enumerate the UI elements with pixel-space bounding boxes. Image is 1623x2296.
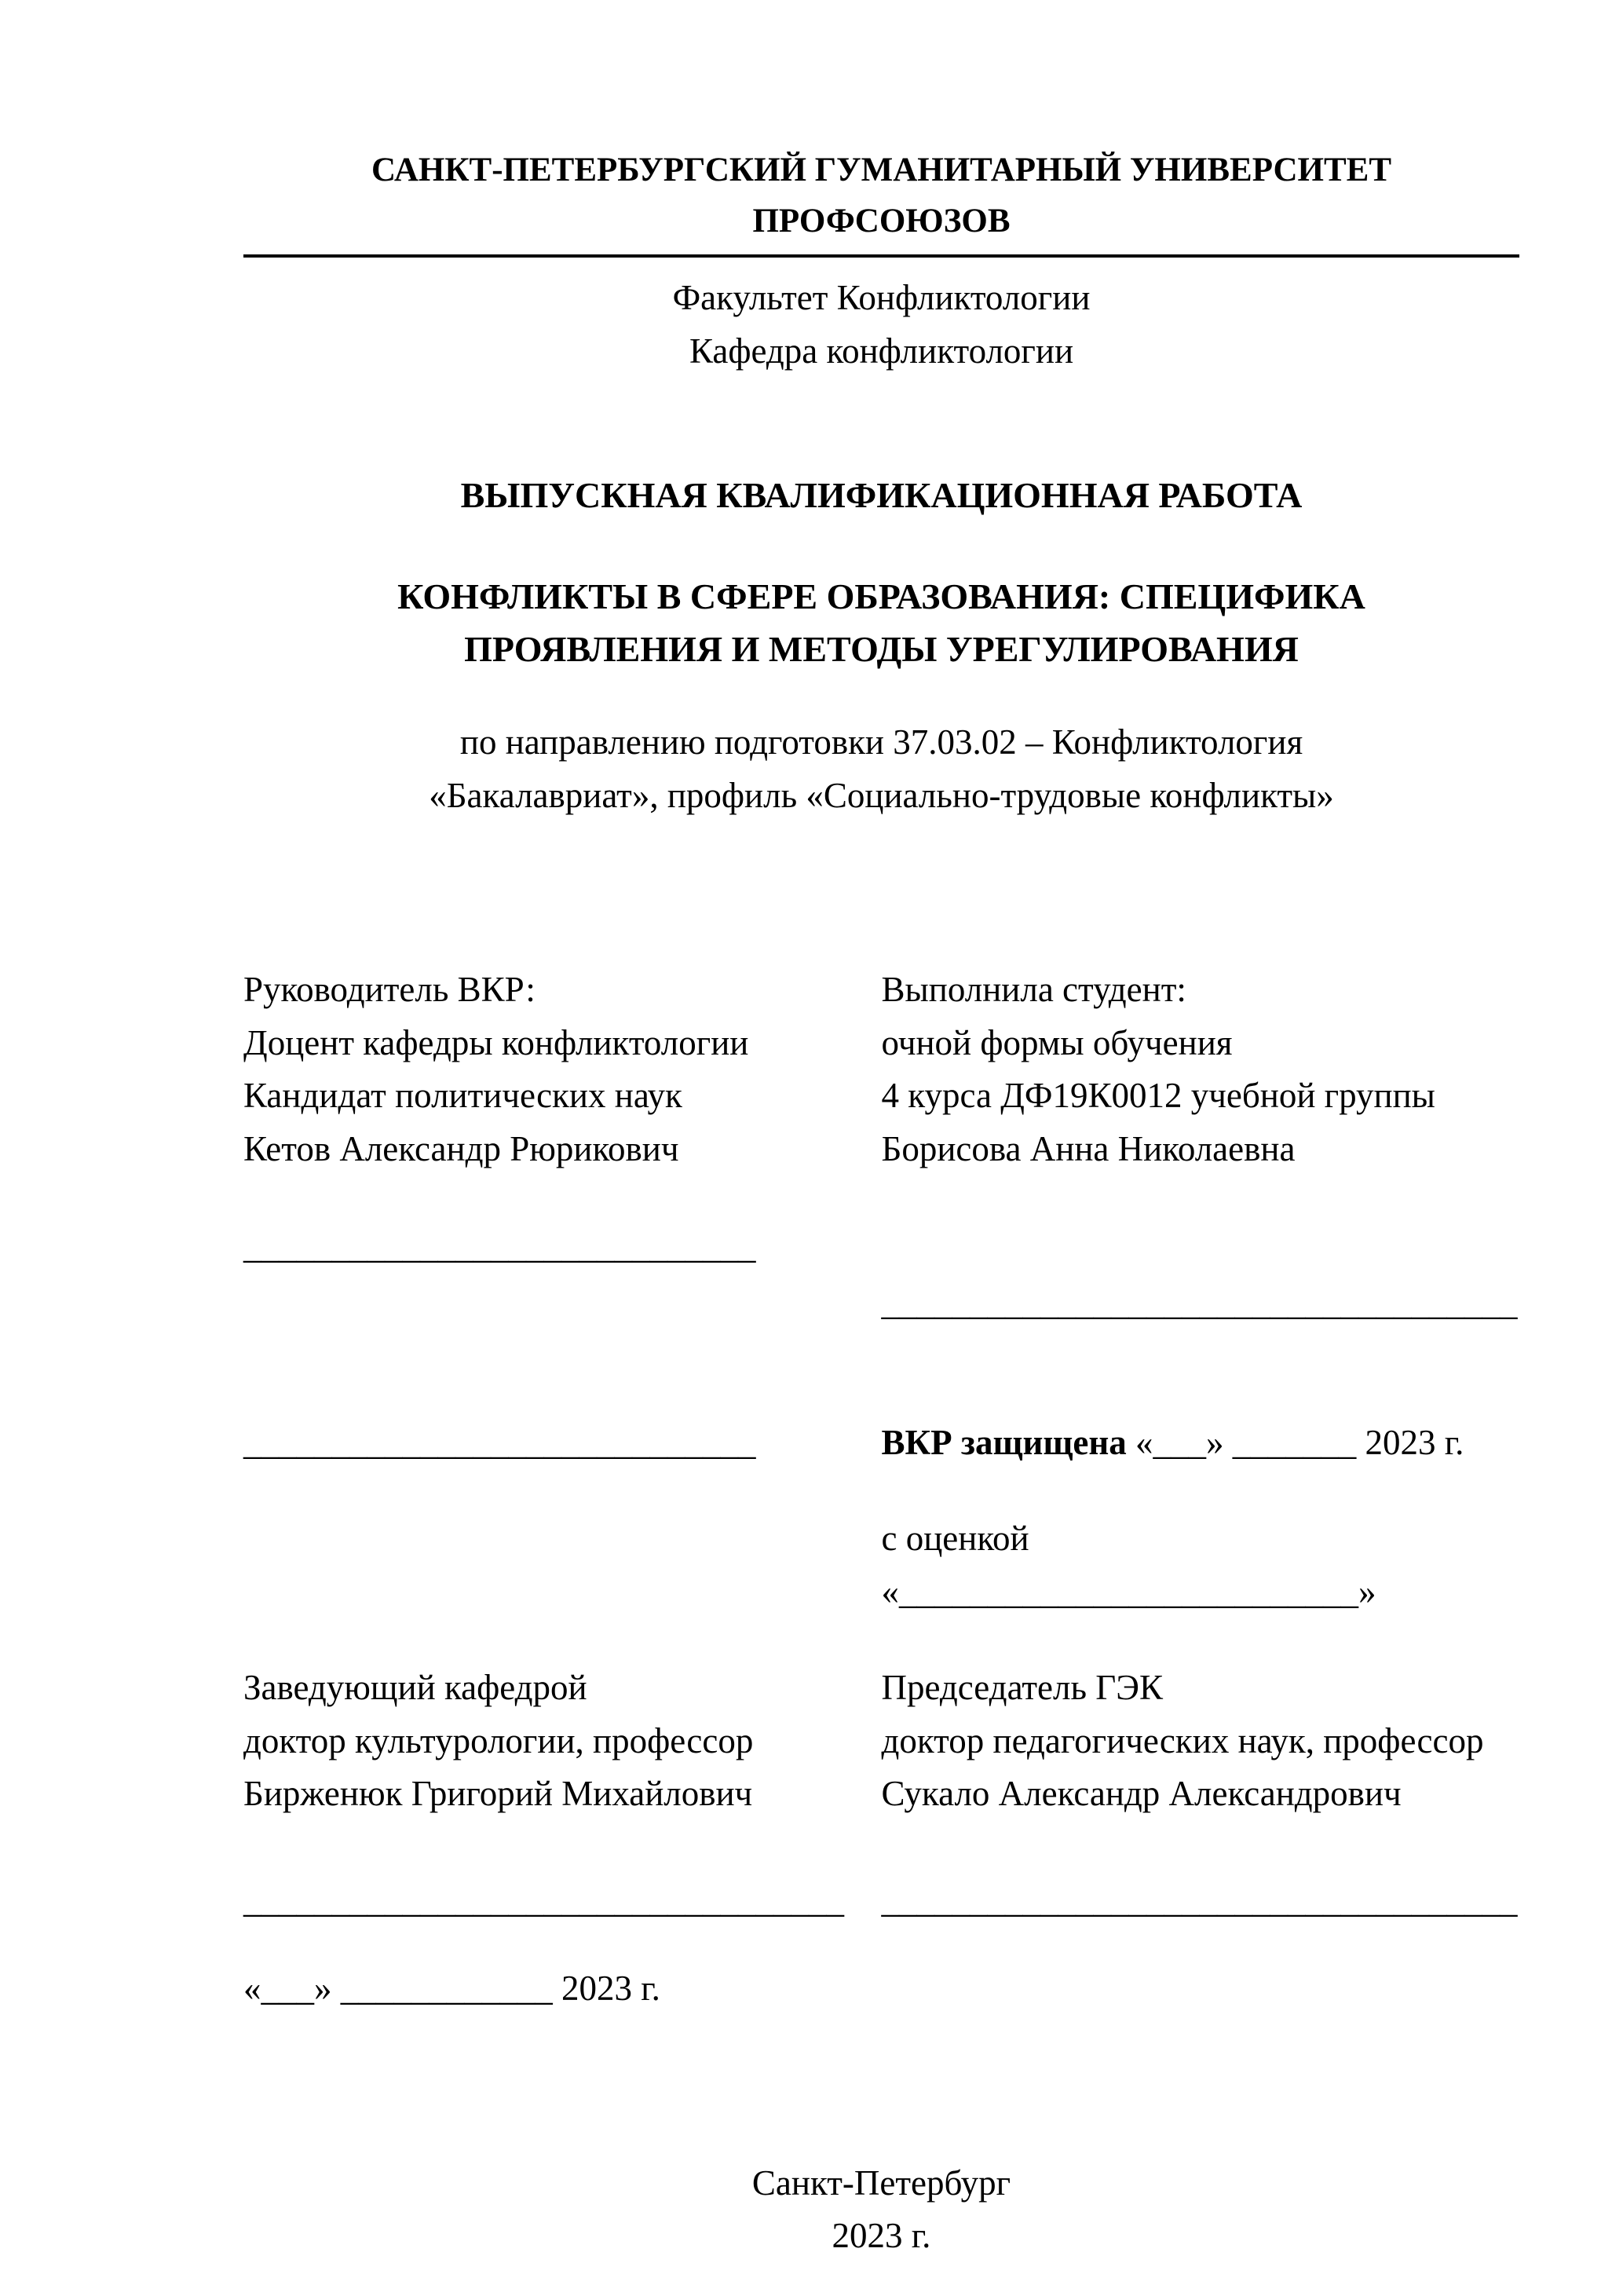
gek-chair-block: [882, 1662, 1520, 1821]
signature-line: ____________________________________: [881, 1880, 1518, 1920]
supervisor-position: Доцент кафедры конфликтологии: [243, 1022, 749, 1062]
signature-row-2: [243, 1417, 1519, 1470]
work-type-heading: ВЫПУСКНАЯ КВАЛИФИКАЦИОННАЯ РАБОТА: [460, 475, 1303, 515]
gek-chair-degree: доктор педагогических наук, профессор: [881, 1720, 1484, 1760]
signature-row-3: [243, 1874, 1519, 1928]
signature-line: ____________________________________: [881, 1283, 1518, 1323]
date-row-spacer: [882, 1962, 1520, 2016]
grade-row: [243, 1512, 1519, 1618]
head-of-department-name: Бирженюк Григорий Михайлович: [243, 1774, 753, 1814]
defense-date-line: [882, 1417, 1520, 1470]
signature-line: _____________________________: [243, 1422, 756, 1462]
date-row: [243, 1962, 1519, 2016]
student-study-form: очной формы обучения: [881, 1022, 1233, 1062]
signature-line: __________________________________: [243, 1880, 844, 1920]
footer-city: Санкт-Петербург: [751, 2163, 1011, 2203]
thesis-title-line-2: ПРОЯВЛЕНИЯ И МЕТОДЫ УРЕГУЛИРОВАНИЯ: [464, 628, 1299, 669]
supervisor-label: Руководитель ВКР:: [243, 970, 536, 1010]
head-of-department-signature-cell: [243, 1874, 882, 1928]
people-row: [243, 963, 1519, 1175]
supervisor-name: Кетов Александр Рюрикович: [243, 1128, 679, 1168]
page-content: [243, 145, 1519, 2263]
supervisor-degree: Кандидат политических наук: [243, 1076, 682, 1116]
footer-block: [243, 2157, 1519, 2263]
signature-line: _____________________________: [243, 1227, 756, 1267]
supervisor-signature-cell-2: [243, 1417, 882, 1470]
university-name: САНКТ-ПЕТЕРБУРГСКИЙ ГУМАНИТАРНЫЙ УНИВЕРСИТЕТ ПРОФСОЮЗОВ: [371, 152, 1392, 239]
gek-chair-name: Сукало Александр Александрович: [881, 1774, 1402, 1814]
student-signature-cell: [882, 1220, 1520, 1330]
thesis-title-line-1: КОНФЛИКТЫ В СФЕРЕ ОБРАЗОВАНИЯ: СПЕЦИФИКА: [397, 576, 1365, 616]
student-label: Выполнила студент:: [881, 970, 1186, 1010]
student-group: 4 курса ДФ19К0012 учебной группы: [881, 1076, 1435, 1116]
gek-chair-signature-cell: [882, 1874, 1520, 1928]
program-block: [243, 716, 1519, 822]
department-name: Кафедра конфликтологии: [689, 331, 1074, 371]
defense-date-blank: «___» _______ 2023 г.: [1126, 1422, 1464, 1462]
grade-row-spacer: [243, 1512, 882, 1618]
gek-chair-title: Председатель ГЭК: [881, 1668, 1163, 1708]
student-name: Борисова Анна Николаевна: [881, 1128, 1296, 1168]
signature-row-1: [243, 1220, 1519, 1330]
officials-row: [243, 1662, 1519, 1821]
supervisor-block: [243, 963, 882, 1175]
head-of-department-block: [243, 1662, 882, 1821]
head-of-department-title: Заведующий кафедрой: [243, 1668, 587, 1708]
university-header: [243, 145, 1519, 258]
thesis-title: [243, 571, 1519, 675]
faculty-name: Факультет Конфликтологии: [672, 278, 1091, 317]
grade-line: с оценкой «__________________________»: [881, 1519, 1376, 1611]
footer-year: 2023 г.: [832, 2216, 931, 2256]
program-profile: «Бакалавриат», профиль «Социально-трудовые конфликты»: [429, 775, 1334, 815]
student-block: [882, 963, 1520, 1175]
head-of-department-degree: доктор культурологии, профессор: [243, 1720, 754, 1760]
supervisor-signature-cell: [243, 1220, 882, 1330]
program-direction: по направлению подготовки 37.03.02 – Конфликтология: [459, 722, 1303, 762]
head-of-department-date-line: «___» ____________ 2023 г.: [243, 1969, 660, 2009]
defense-label: ВКР защищена: [881, 1422, 1127, 1462]
